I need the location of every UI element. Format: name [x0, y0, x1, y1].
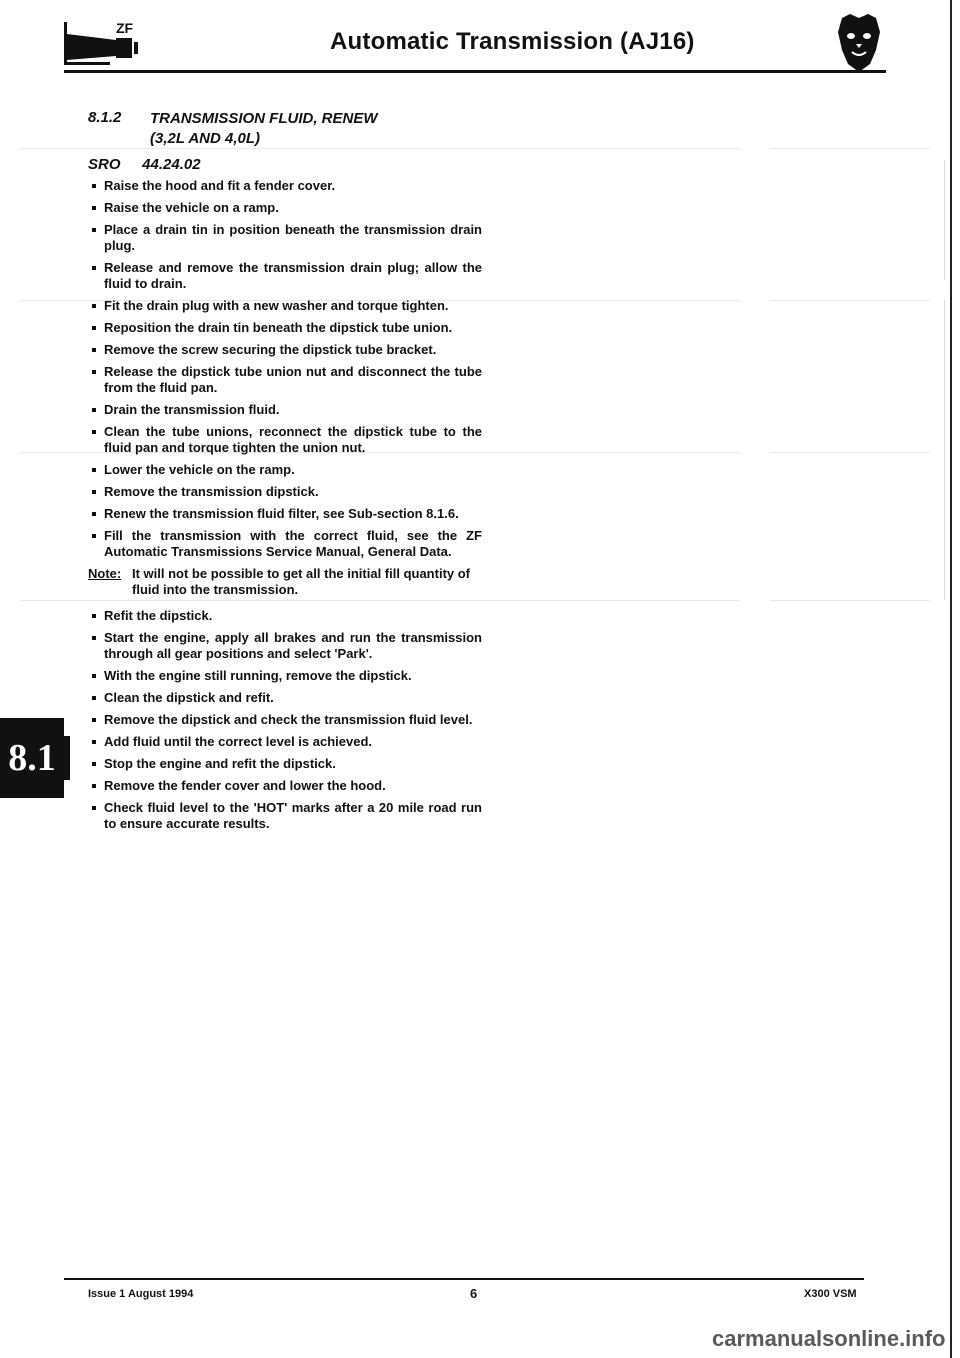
scan-line — [944, 300, 945, 600]
zf-logo — [64, 16, 160, 70]
scan-line — [20, 148, 740, 149]
note-block — [88, 566, 482, 598]
step-item: Raise the vehicle on a ramp. — [92, 200, 482, 216]
section-title-line2: (3,2L AND 4,0L) — [150, 130, 261, 147]
step-item: Lower the vehicle on the ramp. — [92, 462, 482, 478]
scan-line — [770, 148, 930, 149]
step-item: Clean the dipstick and refit. — [92, 690, 482, 706]
scan-line — [20, 600, 740, 601]
step-item: Fill the transmission with the correct fluid, see the ZF Automatic Transmissions Service Manual, General Data. — [92, 528, 482, 560]
step-item: With the engine still running, remove the dipstick. — [92, 668, 482, 684]
step-item: Remove the transmission dipstick. — [92, 484, 482, 500]
page-edge — [950, 0, 952, 1358]
procedure-steps — [92, 178, 482, 566]
step-item: Stop the engine and refit the dipstick. — [92, 756, 482, 772]
step-item: Raise the hood and fit a fender cover. — [92, 178, 482, 194]
step-item: Release and remove the transmission drain plug; allow the fluid to drain. — [92, 260, 482, 292]
step-item: Remove the fender cover and lower the hood. — [92, 778, 482, 794]
footer-rule — [64, 1278, 864, 1280]
step-item: Release the dipstick tube union nut and disconnect the tube from the fluid pan. — [92, 364, 482, 396]
procedure-steps-continued — [92, 608, 482, 838]
step-item: Check fluid level to the 'HOT' marks after a 20 mile road run to ensure accurate results. — [92, 800, 482, 832]
scan-line — [944, 160, 945, 280]
page-title: Automatic Transmission (AJ16) — [330, 28, 695, 55]
step-item: Reposition the drain tin beneath the dipstick tube union. — [92, 320, 482, 336]
step-item: Fit the drain plug with a new washer and torque tighten. — [92, 298, 482, 314]
watermark: carmanualsonline.info — [712, 1326, 946, 1351]
step-item: Renew the transmission fluid filter, see Sub-section 8.1.6. — [92, 506, 482, 522]
step-item: Remove the dipstick and check the transmission fluid level. — [92, 712, 482, 728]
step-item: Refit the dipstick. — [92, 608, 482, 624]
scan-line — [770, 600, 930, 601]
step-item: Place a drain tin in position beneath the transmission drain plug. — [92, 222, 482, 254]
sro-line — [88, 156, 201, 173]
jaguar-head-icon — [836, 12, 882, 74]
header-rule — [64, 70, 886, 73]
issue-date: Issue 1 August 1994 — [88, 1288, 194, 1300]
step-item: Drain the transmission fluid. — [92, 402, 482, 418]
section-number: 8.1.2 — [88, 109, 122, 126]
sro-label: SRO — [88, 156, 121, 173]
section-title — [150, 109, 378, 149]
zf-logo-text: ZF — [116, 20, 134, 36]
scan-line — [770, 300, 930, 301]
page-number: 6 — [470, 1286, 478, 1301]
section-title-line1: TRANSMISSION FLUID, RENEW — [150, 110, 378, 127]
note-text: It will not be possible to get all the initial fill quantity of fluid into the transmission. — [132, 566, 471, 597]
section-tab: 8.1 — [0, 718, 64, 798]
step-item: Remove the screw securing the dipstick tube bracket. — [92, 342, 482, 358]
step-item: Add fluid until the correct level is achieved. — [92, 734, 482, 750]
step-item: Start the engine, apply all brakes and run the transmission through all gear positions and select 'Park'. — [92, 630, 482, 662]
note-label: Note: — [88, 566, 122, 581]
scan-line — [770, 452, 930, 453]
sro-code: 44.24.02 — [142, 156, 201, 173]
model-code: X300 VSM — [804, 1288, 857, 1300]
step-item: Clean the tube unions, reconnect the dipstick tube to the fluid pan and torque tighten the union nut. — [92, 424, 482, 456]
